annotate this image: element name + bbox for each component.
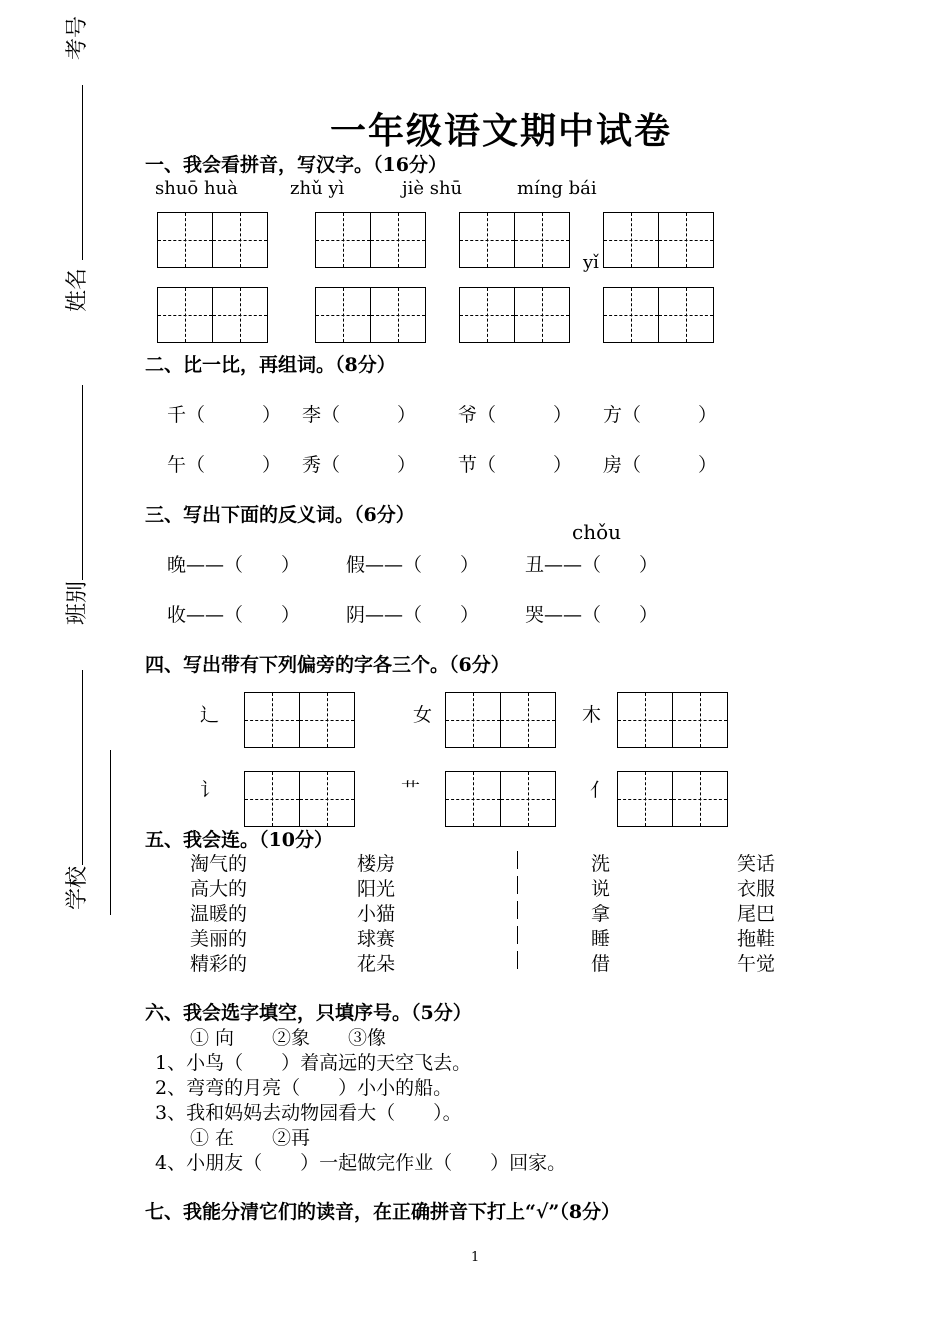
question-4: 4、小朋友（ ）一起做完作业（ ）回家。 xyxy=(155,1152,567,1174)
compare-item: 秀（ ） xyxy=(302,454,417,476)
match-col1-item: 美丽的 xyxy=(190,928,248,950)
options-2: ① 在 ②再 xyxy=(190,1127,311,1149)
antonym-item: 晚——（ ） xyxy=(167,554,301,576)
write-grid-6[interactable] xyxy=(315,287,424,343)
write-grid-3[interactable] xyxy=(459,212,568,268)
school-extra-line xyxy=(110,750,111,915)
match-col3-item: 洗 xyxy=(591,853,611,875)
name-label: 姓名 xyxy=(65,267,91,313)
radical-grid[interactable] xyxy=(445,692,554,748)
compare-item: 爷（ ） xyxy=(458,404,573,426)
compare-item: 节（ ） xyxy=(458,454,573,476)
antonym-item: 阴——（ ） xyxy=(346,604,480,626)
match-col2-item: 阳光 xyxy=(357,878,396,900)
section-6-heading: 六、我会选字填空，只填序号。（5分） xyxy=(145,1002,472,1024)
page-number: 1 xyxy=(471,1250,480,1265)
match-col4-item: 笑话 xyxy=(737,853,776,875)
radical-grid[interactable] xyxy=(244,771,353,827)
section-7-heading: 七、我能分清它们的读音，在正确拼音下打上“√”（8分） xyxy=(145,1201,621,1223)
compare-item: 方（ ） xyxy=(603,404,718,426)
extra-pinyin: yǐ xyxy=(583,252,599,273)
match-col4-item: 午觉 xyxy=(737,953,776,975)
radical-grid[interactable] xyxy=(445,771,554,827)
radical-label: 亻 xyxy=(590,779,610,801)
match-col2-item: 球赛 xyxy=(357,928,396,950)
match-col3-item: 睡 xyxy=(591,928,611,950)
section-2-heading: 二、比一比，再组词。（8分） xyxy=(145,354,396,376)
divider xyxy=(517,926,518,944)
write-grid-4[interactable] xyxy=(603,212,712,268)
divider xyxy=(517,951,518,969)
pinyin-3: jiè shū xyxy=(402,178,463,199)
school-label: 学校 xyxy=(65,865,91,911)
antonym-item: 收——（ ） xyxy=(167,604,301,626)
match-col4-item: 拖鞋 xyxy=(737,928,776,950)
section-5-heading: 五、我会连。（10分） xyxy=(145,829,333,851)
compare-item: 午（ ） xyxy=(167,454,282,476)
radical-label: 辶 xyxy=(200,704,220,726)
question-3: 3、我和妈妈去动物园看大（ ）。 xyxy=(155,1102,462,1124)
match-col3-item: 借 xyxy=(591,953,611,975)
section-1-heading: 一、我会看拼音，写汉字。（16分） xyxy=(145,154,447,176)
compare-item: 房（ ） xyxy=(603,454,718,476)
radical-label: 讠 xyxy=(200,779,220,801)
section-3-heading: 三、写出下面的反义词。（6分） xyxy=(145,504,415,526)
divider xyxy=(517,901,518,919)
antonym-item: 假——（ ） xyxy=(346,554,480,576)
name-line xyxy=(82,385,83,580)
write-grid-8[interactable] xyxy=(603,287,712,343)
pinyin-2: zhǔ yì xyxy=(290,178,345,199)
match-col1-item: 高大的 xyxy=(190,878,248,900)
section-4-heading: 四、写出带有下列偏旁的字各三个。（6分） xyxy=(145,654,510,676)
match-col1-item: 淘气的 xyxy=(190,853,248,875)
match-col2-item: 楼房 xyxy=(357,853,396,875)
antonym-item: 哭——（ ） xyxy=(525,604,659,626)
chou-pinyin: chǒu xyxy=(572,520,622,544)
match-col4-item: 衣服 xyxy=(737,878,776,900)
radical-grid[interactable] xyxy=(617,692,726,748)
divider xyxy=(517,876,518,894)
divider xyxy=(517,851,518,869)
class-label: 班别 xyxy=(65,580,91,626)
write-grid-2[interactable] xyxy=(315,212,424,268)
pinyin-1: shuō huà xyxy=(155,178,238,199)
radical-label: 艹 xyxy=(401,779,421,801)
match-col3-item: 说 xyxy=(591,878,611,900)
page-title: 一年级语文期中试卷 xyxy=(330,110,673,152)
radical-label: 木 xyxy=(582,704,602,726)
match-col4-item: 尾巴 xyxy=(737,903,776,925)
write-grid-1[interactable] xyxy=(157,212,266,268)
question-1: 1、小鸟（ ）着高远的天空飞去。 xyxy=(155,1052,472,1074)
options-1: ① 向 ②象 ③像 xyxy=(190,1027,387,1049)
compare-item: 李（ ） xyxy=(302,404,417,426)
radical-label: 女 xyxy=(413,704,433,726)
radical-grid[interactable] xyxy=(244,692,353,748)
match-col2-item: 花朵 xyxy=(357,953,396,975)
match-col3-item: 拿 xyxy=(591,903,611,925)
exam-number-line xyxy=(82,85,83,260)
match-col1-item: 精彩的 xyxy=(190,953,248,975)
antonym-item: 丑——（ ） xyxy=(525,554,659,576)
question-2: 2、弯弯的月亮（ ）小小的船。 xyxy=(155,1077,453,1099)
class-line xyxy=(82,670,83,865)
write-grid-5[interactable] xyxy=(157,287,266,343)
compare-item: 千（ ） xyxy=(167,404,282,426)
pinyin-4: míng bái xyxy=(517,178,597,199)
match-col2-item: 小猫 xyxy=(357,903,396,925)
radical-grid[interactable] xyxy=(617,771,726,827)
exam-number-label: 考号 xyxy=(65,15,91,61)
match-col1-item: 温暖的 xyxy=(190,903,248,925)
write-grid-7[interactable] xyxy=(459,287,568,343)
